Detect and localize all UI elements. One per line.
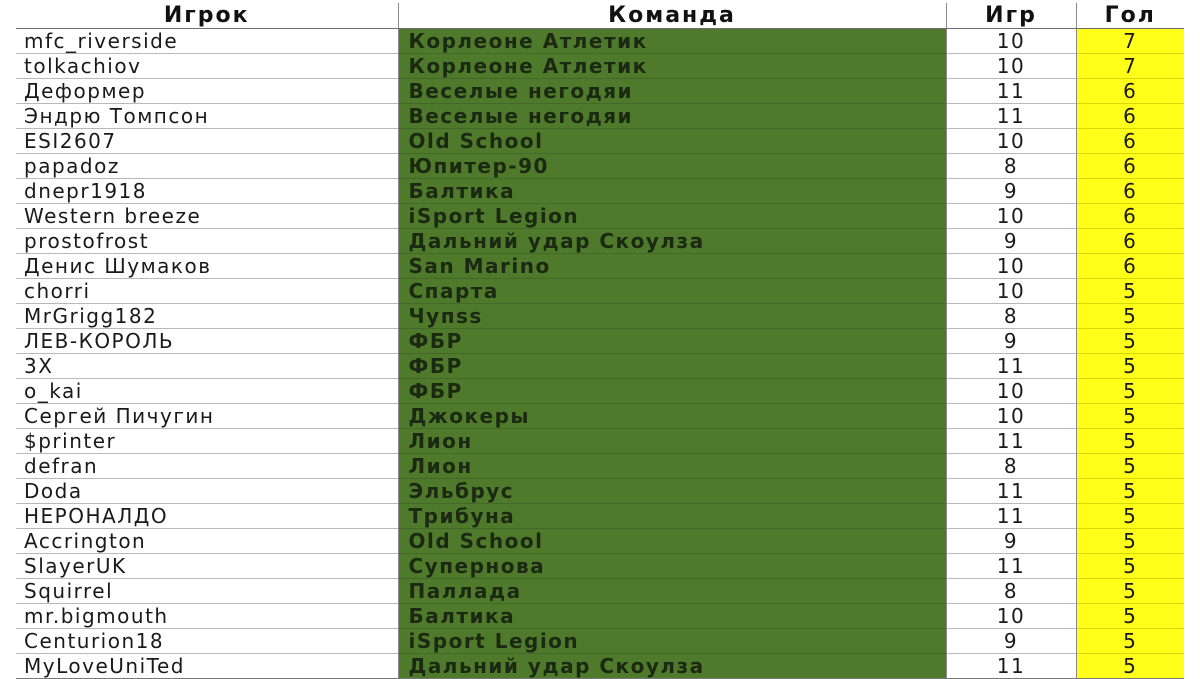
- cell-games[interactable]: 10: [946, 54, 1076, 79]
- cell-goals[interactable]: 5: [1076, 604, 1184, 629]
- cell-games[interactable]: 8: [946, 454, 1076, 479]
- cell-games[interactable]: 10: [946, 404, 1076, 429]
- cell-player[interactable]: papadoz: [16, 154, 398, 179]
- cell-team[interactable]: San Marino: [398, 254, 946, 279]
- cell-player[interactable]: MrGrigg182: [16, 304, 398, 329]
- cell-player[interactable]: Doda: [16, 479, 398, 504]
- table-row: [16, 654, 1184, 679]
- cell-goals[interactable]: 5: [1076, 354, 1184, 379]
- cell-goals[interactable]: 6: [1076, 154, 1184, 179]
- cell-games[interactable]: 10: [946, 204, 1076, 229]
- cell-games[interactable]: 11: [946, 554, 1076, 579]
- cell-games[interactable]: 10: [946, 254, 1076, 279]
- cell-team[interactable]: Балтика: [398, 179, 946, 204]
- table-row: [16, 104, 1184, 129]
- table-row: [16, 254, 1184, 279]
- cell-team[interactable]: Веселые негодяи: [398, 104, 946, 129]
- table-row: [16, 129, 1184, 154]
- cell-goals[interactable]: 5: [1076, 304, 1184, 329]
- cell-goals[interactable]: 6: [1076, 104, 1184, 129]
- cell-team[interactable]: iSport Legion: [398, 629, 946, 654]
- cell-player[interactable]: НЕРОНАЛДО: [16, 504, 398, 529]
- table-row: [16, 579, 1184, 604]
- cell-goals[interactable]: 7: [1076, 54, 1184, 79]
- cell-games[interactable]: 11: [946, 79, 1076, 104]
- header-goals: Гол: [1076, 3, 1184, 29]
- cell-goals[interactable]: 6: [1076, 129, 1184, 154]
- cell-player[interactable]: defran: [16, 454, 398, 479]
- table-row: [16, 604, 1184, 629]
- cell-player[interactable]: Centurion18: [16, 629, 398, 654]
- cell-team[interactable]: iSport Legion: [398, 204, 946, 229]
- table-row: [16, 454, 1184, 479]
- cell-team[interactable]: ФБР: [398, 329, 946, 354]
- cell-goals[interactable]: 5: [1076, 404, 1184, 429]
- cell-team[interactable]: Корлеоне Атлетик: [398, 54, 946, 79]
- cell-player[interactable]: Squirrel: [16, 579, 398, 604]
- cell-goals[interactable]: 5: [1076, 504, 1184, 529]
- cell-goals[interactable]: 5: [1076, 429, 1184, 454]
- table-row: [16, 629, 1184, 654]
- cell-goals[interactable]: 5: [1076, 379, 1184, 404]
- cell-games[interactable]: 9: [946, 529, 1076, 554]
- cell-player[interactable]: o_kai: [16, 379, 398, 404]
- cell-goals[interactable]: 5: [1076, 654, 1184, 679]
- table-row: [16, 29, 1184, 54]
- cell-games[interactable]: 11: [946, 429, 1076, 454]
- cell-games[interactable]: 10: [946, 604, 1076, 629]
- cell-goals[interactable]: 5: [1076, 529, 1184, 554]
- cell-goals[interactable]: 5: [1076, 554, 1184, 579]
- cell-games[interactable]: 10: [946, 129, 1076, 154]
- cell-player[interactable]: Денис Шумаков: [16, 254, 398, 279]
- table-row: [16, 504, 1184, 529]
- cell-player[interactable]: mr.bigmouth: [16, 604, 398, 629]
- cell-games[interactable]: 9: [946, 629, 1076, 654]
- cell-games[interactable]: 8: [946, 154, 1076, 179]
- table-body: [16, 29, 1184, 679]
- cell-player[interactable]: mfc_riverside: [16, 29, 398, 54]
- table-row: [16, 154, 1184, 179]
- cell-team[interactable]: Лион: [398, 429, 946, 454]
- table-row: [16, 179, 1184, 204]
- cell-games[interactable]: 11: [946, 654, 1076, 679]
- cell-player[interactable]: Эндрю Томпсон: [16, 104, 398, 129]
- cell-games[interactable]: 9: [946, 179, 1076, 204]
- table-row: [16, 379, 1184, 404]
- cell-player[interactable]: chorri: [16, 279, 398, 304]
- cell-team[interactable]: ФБР: [398, 379, 946, 404]
- table-row: [16, 204, 1184, 229]
- cell-games[interactable]: 11: [946, 104, 1076, 129]
- cell-games[interactable]: 10: [946, 379, 1076, 404]
- cell-team[interactable]: ФБР: [398, 354, 946, 379]
- cell-player[interactable]: prostofrost: [16, 229, 398, 254]
- cell-goals[interactable]: 6: [1076, 229, 1184, 254]
- cell-goals[interactable]: 5: [1076, 479, 1184, 504]
- cell-team[interactable]: Old School: [398, 129, 946, 154]
- scorers-sheet: [16, 3, 1184, 679]
- table-row: [16, 79, 1184, 104]
- cell-goals[interactable]: 5: [1076, 329, 1184, 354]
- table-row: [16, 54, 1184, 79]
- cell-games[interactable]: 11: [946, 354, 1076, 379]
- cell-player[interactable]: 3X: [16, 354, 398, 379]
- header-games: Игр: [946, 3, 1076, 29]
- cell-player[interactable]: dnepr1918: [16, 179, 398, 204]
- cell-team[interactable]: Веселые негодяи: [398, 79, 946, 104]
- cell-goals[interactable]: 5: [1076, 454, 1184, 479]
- cell-goals[interactable]: 6: [1076, 204, 1184, 229]
- header-row: [16, 3, 1184, 29]
- cell-team[interactable]: Балтика: [398, 604, 946, 629]
- cell-player[interactable]: ЛЕВ-КОРОЛЬ: [16, 329, 398, 354]
- cell-games[interactable]: 10: [946, 29, 1076, 54]
- cell-team[interactable]: Юпитер-90: [398, 154, 946, 179]
- cell-goals[interactable]: 7: [1076, 29, 1184, 54]
- header-player: Игрок: [16, 3, 398, 29]
- table-row: [16, 329, 1184, 354]
- cell-team[interactable]: Джокеры: [398, 404, 946, 429]
- cell-player[interactable]: Деформер: [16, 79, 398, 104]
- table-row: [16, 279, 1184, 304]
- table-row: [16, 229, 1184, 254]
- cell-player[interactable]: Сергей Пичугин: [16, 404, 398, 429]
- cell-player[interactable]: tolkachiov: [16, 54, 398, 79]
- cell-team[interactable]: Спарта: [398, 279, 946, 304]
- table-row: [16, 554, 1184, 579]
- cell-player[interactable]: $printer: [16, 429, 398, 454]
- cell-team[interactable]: Корлеоне Атлетик: [398, 29, 946, 54]
- cell-goals[interactable]: 6: [1076, 179, 1184, 204]
- cell-games[interactable]: 10: [946, 279, 1076, 304]
- cell-team[interactable]: Лион: [398, 454, 946, 479]
- scorers-table: [16, 3, 1184, 679]
- cell-player[interactable]: MyLoveUniTed: [16, 654, 398, 679]
- table-row: [16, 429, 1184, 454]
- table-row: [16, 354, 1184, 379]
- cell-games[interactable]: 8: [946, 304, 1076, 329]
- cell-team[interactable]: Эльбрус: [398, 479, 946, 504]
- cell-player[interactable]: SlayerUK: [16, 554, 398, 579]
- cell-team[interactable]: Дальний удар Скоулза: [398, 229, 946, 254]
- header-team: Команда: [398, 3, 946, 29]
- cell-goals[interactable]: 5: [1076, 629, 1184, 654]
- table-row: [16, 529, 1184, 554]
- cell-player[interactable]: Western breeze: [16, 204, 398, 229]
- cell-goals[interactable]: 5: [1076, 279, 1184, 304]
- table-row: [16, 479, 1184, 504]
- table-row: [16, 304, 1184, 329]
- cell-games[interactable]: 9: [946, 229, 1076, 254]
- cell-goals[interactable]: 6: [1076, 254, 1184, 279]
- cell-games[interactable]: 8: [946, 579, 1076, 604]
- cell-goals[interactable]: 5: [1076, 579, 1184, 604]
- cell-team[interactable]: Трибуна: [398, 504, 946, 529]
- cell-games[interactable]: 11: [946, 479, 1076, 504]
- cell-goals[interactable]: 6: [1076, 79, 1184, 104]
- cell-player[interactable]: Accrington: [16, 529, 398, 554]
- cell-team[interactable]: Паллада: [398, 579, 946, 604]
- cell-team[interactable]: Супернова: [398, 554, 946, 579]
- cell-team[interactable]: Чупss: [398, 304, 946, 329]
- cell-player[interactable]: ESI2607: [16, 129, 398, 154]
- cell-team[interactable]: Old School: [398, 529, 946, 554]
- table-row: [16, 404, 1184, 429]
- cell-team[interactable]: Дальний удар Скоулза: [398, 654, 946, 679]
- cell-games[interactable]: 9: [946, 329, 1076, 354]
- cell-games[interactable]: 11: [946, 504, 1076, 529]
